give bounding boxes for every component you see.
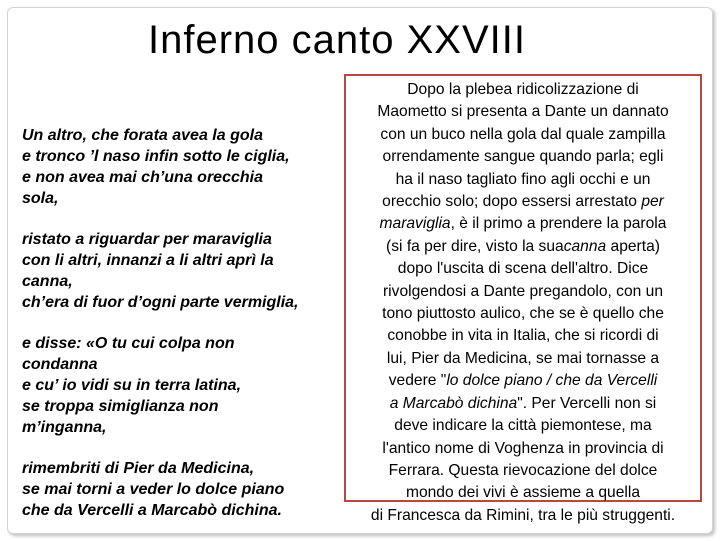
verse-line: ristato a riguardar per maraviglia <box>22 231 272 248</box>
summary-text: (si fa per dire, visto la sua <box>386 237 564 255</box>
summary-line: con un buco nella gola dal quale zampilla <box>380 125 666 143</box>
summary-line: orrendamente sangue quando parla; egli <box>382 148 664 166</box>
summary-text: , è il primo a prendere la parola <box>450 215 667 233</box>
verse-line: se mai torni a veder lo dolce piano <box>22 481 285 498</box>
verse-line: e non avea mai ch’una orecchia <box>22 169 263 186</box>
summary-line: rivolgendosi a Dante pregandolo, con un <box>382 282 664 300</box>
verse-line: se troppa simiglianza non <box>22 398 219 415</box>
verse-line: condanna <box>22 356 98 373</box>
summary-line <box>346 191 700 213</box>
stanza-2 <box>22 229 340 313</box>
summary-italic: maraviglia <box>379 215 451 233</box>
verse-line: e cu’ io vidi su in terra latina, <box>22 377 242 394</box>
verse-line: ch’era di fuor d’ogni parte vermiglia, <box>22 294 299 311</box>
summary-line: mondo dei vivi è assieme a quella <box>405 484 641 502</box>
verse-line: e disse: «O tu cui colpa non <box>22 335 235 352</box>
summary-line: Ferrara. Questa rievocazione del dolce <box>388 461 658 479</box>
stanza-1 <box>22 125 340 209</box>
summary-line <box>346 236 700 258</box>
summary-line: di Francesca da Rimini, tra le più struggenti. <box>370 506 676 524</box>
stanza-3 <box>22 333 340 438</box>
summary-text: ". Per Vercelli non si <box>517 394 657 412</box>
summary-line: ha il naso tagliato fino agli occhi e un <box>395 170 651 188</box>
slide-title: Inferno canto XXVIII <box>148 18 526 62</box>
summary-text: aperta) <box>606 237 660 255</box>
summary-line: Maometto si presenta a Dante un dannato <box>377 103 669 121</box>
stanza-4 <box>22 458 340 521</box>
summary-italic: per <box>641 193 664 211</box>
summary-italic: lo dolce piano / che da Vercelli <box>446 372 658 390</box>
summary-line: conobbe in vita in Italia, che si ricordi di <box>387 327 659 345</box>
summary-text: orecchio solo; dopo essersi arrestato <box>382 193 642 211</box>
summary-line: l'antico nome di Voghenza in provincia di <box>382 439 664 457</box>
summary-line: tono piuttosto aulico, che se è quello che <box>382 305 664 323</box>
verse-line: Un altro, che forata avea la gola <box>22 127 263 144</box>
verse-line: sola, <box>22 190 59 207</box>
verse-quote <box>22 125 340 541</box>
summary-italic: a Marcabò dichina <box>389 394 518 412</box>
summary-line <box>346 393 700 415</box>
verse-line: m’inganna, <box>22 419 107 436</box>
verse-line: e tronco ’l naso infin sotto le ciglia, <box>22 148 290 165</box>
summary-line: dopo l'uscita di scena dell'altro. Dice <box>397 260 649 278</box>
summary-line: Dopo la plebea ridicolizzazione di <box>407 81 639 98</box>
summary-line: lui, Pier da Medicina, se mai tornasse a <box>386 349 660 367</box>
verse-line: con li altri, innanzi a li altri aprì la <box>22 252 274 269</box>
verse-line: canna, <box>22 273 73 290</box>
summary-box <box>344 74 702 524</box>
summary-line <box>346 213 700 235</box>
verse-line: rimembriti di Pier da Medicina, <box>22 460 255 477</box>
verse-line: che da Vercelli a Marcabò dichina. <box>22 502 282 519</box>
summary-line: deve indicare la città piemontese, ma <box>394 417 652 435</box>
summary-line <box>346 370 700 392</box>
summary-italic: canna <box>563 237 607 255</box>
summary-text: vedere " <box>388 372 447 390</box>
